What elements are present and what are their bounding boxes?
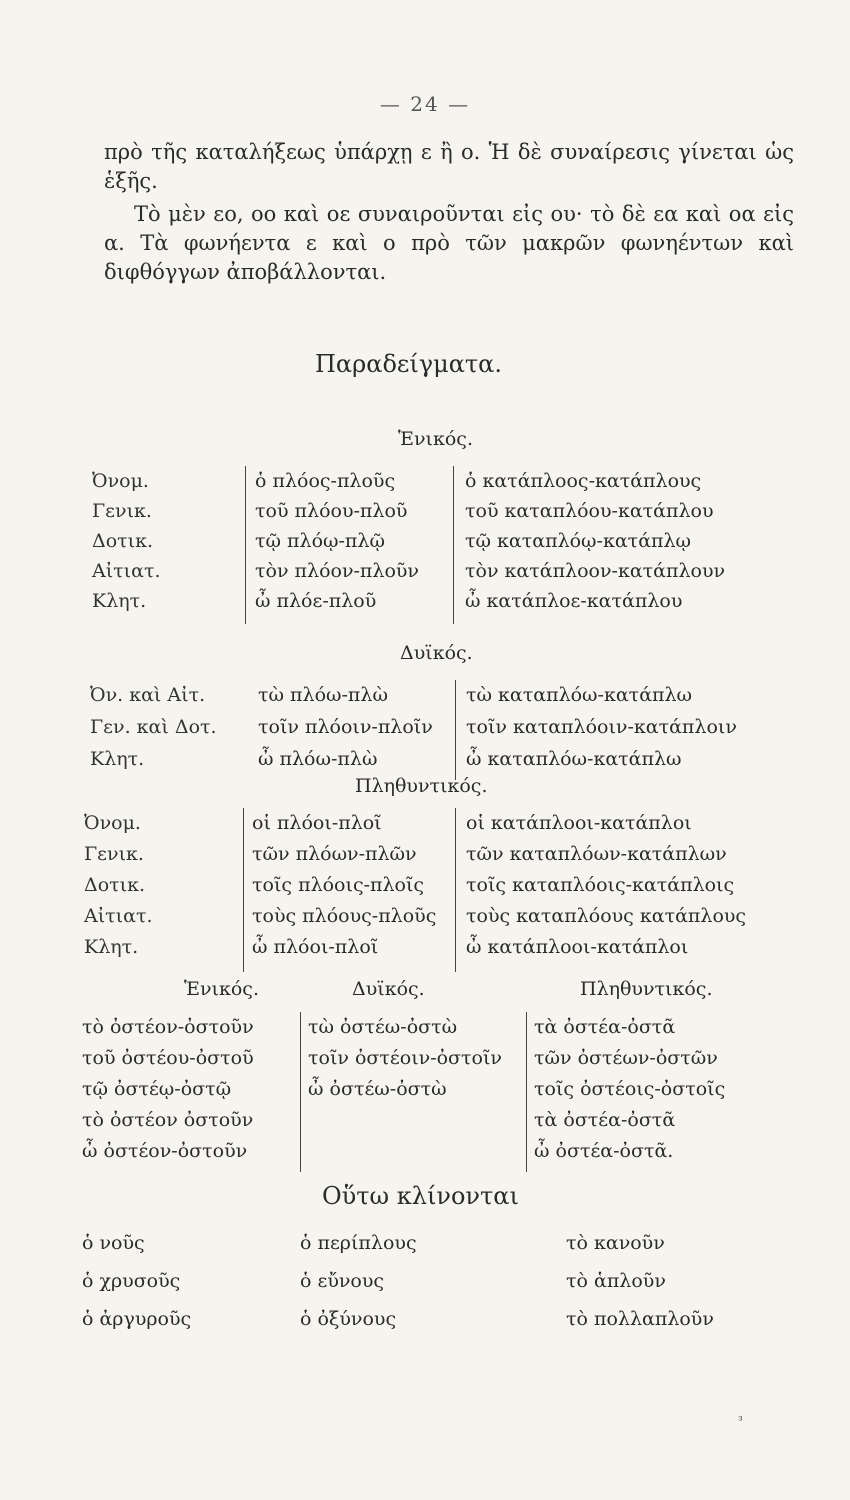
form-cell: ὦ ὀστέον-ὀστοῦν (82, 1140, 248, 1162)
declined-word: τὸ κανοῦν (566, 1232, 665, 1254)
intro-line-1: πρὸ τῆς καταλήξεως ὑπάρχῃ ε ἢ ο. Ἡ δὲ συναίρεσις γίνεται ὡς ἑξῆς. (104, 140, 794, 193)
declined-word: ὁ εὔνους (300, 1270, 385, 1292)
form-cell: τοῦ πλόου-πλοῦ (255, 500, 408, 522)
form-cell: ὦ καταπλόω-κατάπλω (466, 748, 682, 770)
osteon-divider-1 (300, 1012, 301, 1172)
form-cell: τῶν καταπλόων-κατάπλων (466, 843, 727, 865)
declined-word: τὸ πολλαπλοῦν (566, 1308, 714, 1330)
case-label: Γενικ. (84, 843, 144, 865)
form-cell: τὸ ὀστέον-ὀστοῦν (82, 1016, 254, 1038)
case-label: Κλητ. (90, 748, 145, 770)
form-cell: ὦ κατάπλοε-κατάπλου (465, 590, 683, 612)
case-label: Κλητ. (92, 590, 147, 612)
form-cell: τοὺς πλόους-πλοῦς (252, 905, 437, 927)
osteon-dual-heading: Δυϊκός. (352, 978, 425, 1000)
form-cell: τὼ ὀστέω-ὀστὼ (308, 1016, 458, 1038)
case-label: Αἰτιατ. (84, 905, 153, 927)
form-cell: τοὺς καταπλόους κατάπλους (466, 905, 747, 927)
dual-divider (455, 680, 456, 780)
form-cell: ὦ πλόε-πλοῦ (255, 590, 377, 612)
form-cell: ὦ πλόοι-πλοῖ (252, 936, 379, 958)
declined-word: ὁ νοῦς (82, 1232, 145, 1254)
form-cell: τοῖν καταπλόοιν-κατάπλοιν (466, 716, 737, 738)
declined-word: ὁ περίπλους (300, 1232, 417, 1254)
osteon-divider-2 (526, 1012, 527, 1172)
case-label: Δοτικ. (92, 530, 154, 552)
case-label: Δοτικ. (84, 874, 146, 896)
case-label: Γεν. καὶ Δοτ. (90, 716, 217, 738)
case-label: Ὀν. καὶ Αἰτ. (90, 684, 206, 706)
form-cell: τὸν πλόον-πλοῦν (255, 560, 419, 582)
plural-divider-1 (243, 808, 244, 972)
form-cell: τὼ καταπλόω-κατάπλω (466, 684, 693, 706)
case-label: Γενικ. (92, 500, 152, 522)
form-cell: τοῦ καταπλόου-κατάπλου (465, 500, 714, 522)
form-cell: τοῖν πλόοιν-πλοῖν (258, 716, 433, 738)
form-cell: τῷ ὀστέῳ-ὀστῷ (82, 1078, 232, 1100)
form-cell: τὰ ὀστέα-ὀστᾶ (534, 1109, 676, 1131)
form-cell: τὸν κατάπλοον-κατάπλουν (465, 560, 726, 582)
form-cell: τοῖς καταπλόοις-κατάπλοις (466, 874, 735, 896)
form-cell: ὦ πλόω-πλὼ (258, 748, 378, 770)
form-cell: οἱ κατάπλοοι-κατάπλοι (466, 812, 692, 834)
corner-mark: ᵌ (738, 1413, 743, 1429)
singular-heading: Ἑνικός. (398, 428, 473, 450)
form-cell: τοῖς πλόοις-πλοῖς (252, 874, 425, 896)
osteon-plural-heading: Πληθυντικός. (580, 978, 713, 1000)
declined-word: ὁ χρυσοῦς (82, 1270, 181, 1292)
osteon-singular-heading: Ἑνικός. (184, 978, 259, 1000)
singular-divider-1 (245, 466, 246, 624)
form-cell: τοῖς ὀστέοις-ὀστοῖς (534, 1078, 726, 1100)
form-cell: ὁ κατάπλοος-κατάπλους (465, 470, 702, 492)
plural-heading: Πληθυντικός. (355, 775, 488, 797)
case-label: Αἰτιατ. (92, 560, 161, 582)
declined-word: τὸ ἁπλοῦν (566, 1270, 666, 1292)
intro-line-2: Τὸ μὲν εο, οο καὶ οε συναιροῦνται εἰς ου· τὸ δὲ εα καὶ οα εἰς α. Τὰ φωνήεντα ε καὶ ο πρὸ τῶν μακρῶν φωνηέντων καὶ διφθόγγων ἀποβάλλονται. (104, 202, 794, 284)
form-cell: τὸ ὀστέον ὀστοῦν (82, 1109, 254, 1131)
form-cell: τοῦ ὀστέου-ὀστοῦ (82, 1047, 254, 1069)
examples-heading: Παραδείγματα. (315, 350, 503, 378)
form-cell: οἱ πλόοι-πλοῖ (252, 812, 382, 834)
declined-word: ὁ ἀργυροῦς (82, 1308, 192, 1330)
form-cell: τοῖν ὀστέοιν-ὀστοῖν (308, 1047, 502, 1069)
form-cell: τὼ πλόω-πλὼ (258, 684, 388, 706)
declined-heading: Οὕτω κλίνονται (322, 1182, 519, 1210)
case-label: Κλητ. (84, 936, 139, 958)
dual-heading: Δυϊκός. (400, 642, 473, 664)
page-number: — 24 — (379, 92, 471, 116)
plural-divider-2 (455, 808, 456, 972)
form-cell: ὦ ὀστέω-ὀστὼ (308, 1078, 447, 1100)
declined-word: ὁ ὀξύνους (300, 1308, 397, 1330)
form-cell: ὦ ὀστέα-ὀστᾶ. (534, 1140, 674, 1162)
form-cell: τὰ ὀστέα-ὀστᾶ (534, 1016, 676, 1038)
form-cell: τῷ καταπλόῳ-κατάπλῳ (465, 530, 692, 552)
form-cell: τῷ πλόῳ-πλῷ (255, 530, 385, 552)
intro-paragraph (104, 138, 794, 287)
form-cell: τῶν ὀστέων-ὀστῶν (534, 1047, 718, 1069)
singular-divider-2 (453, 466, 454, 624)
form-cell: τῶν πλόων-πλῶν (252, 843, 417, 865)
case-label: Ὀνομ. (92, 470, 149, 492)
form-cell: ὁ πλόος-πλοῦς (255, 470, 396, 492)
case-label: Ὀνομ. (84, 812, 141, 834)
form-cell: ὦ κατάπλοοι-κατάπλοι (466, 936, 689, 958)
